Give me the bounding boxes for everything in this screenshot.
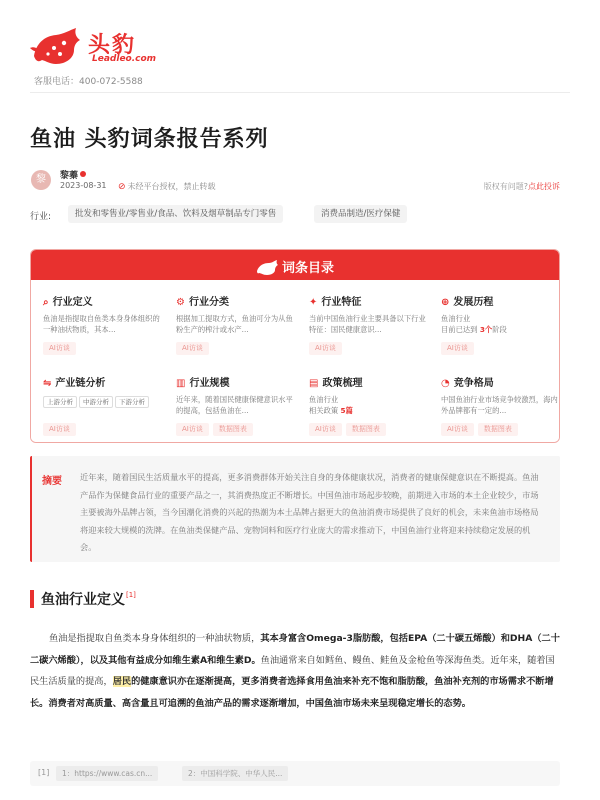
chain-subtags — [43, 389, 163, 416]
para-text: 鱼油是指提取自鱼类本身身体组织的一种油状物质， — [49, 633, 261, 644]
toc-item-features-title: 行业特征 — [321, 297, 362, 308]
downstream-tag[interactable]: 下游分析 — [115, 396, 149, 408]
upstream-tag[interactable]: 上游分析 — [43, 396, 77, 408]
copyright-notice-text: 未经平台授权，禁止转载 — [127, 182, 216, 191]
toc-desc-part: 鱼油行业 — [309, 395, 339, 404]
toc-item-scale[interactable] — [176, 374, 296, 436]
hierarchy-icon: ⚙ — [176, 297, 185, 308]
toc-item-desc: 鱼油是指提取自鱼类本身身体组织的一种油状物质，其本... — [43, 314, 160, 334]
highlighted-term[interactable]: 居民 — [112, 676, 132, 688]
toc-title — [31, 257, 559, 276]
toc-desc-part: 相关政策 — [309, 406, 339, 415]
brand-name-en: Leadleo.com — [92, 54, 157, 64]
abstract-box — [30, 456, 560, 562]
author-name[interactable]: 黎蓁 — [60, 171, 79, 181]
section-marker — [30, 590, 34, 608]
toc-item-title — [441, 374, 560, 389]
ai-interview-chip[interactable]: AI访谈 — [176, 423, 209, 436]
timeline-icon: ⊕ — [441, 297, 450, 308]
page-title: 鱼油 头豹词条报告系列 — [30, 127, 269, 152]
toc-item-title — [43, 374, 163, 389]
toc-item-desc: 当前中国鱼油行业主要具备以下行业特征：国民健康意识... — [309, 314, 426, 334]
toc-item-definition-title: 行业定义 — [52, 297, 93, 308]
midstream-tag[interactable]: 中游分析 — [79, 396, 113, 408]
definition-paragraph — [30, 628, 560, 714]
complaint-link[interactable]: 点此投诉 — [528, 182, 560, 191]
toc-title-text: 词条目录 — [281, 261, 334, 276]
features-icon: ✦ — [309, 297, 318, 308]
toc-item-desc: 中国鱼油行业市场竞争较激烈，海内外品牌都有一定的... — [441, 395, 558, 415]
ai-interview-chip[interactable]: AI访谈 — [176, 342, 209, 355]
abstract-label: 摘要 — [42, 476, 62, 487]
avatar[interactable]: 黎 — [31, 170, 51, 190]
publish-date: 2023-08-31 — [60, 181, 107, 190]
header-divider — [30, 92, 570, 93]
toc-header — [31, 250, 559, 280]
brand-name-cn: 头豹 — [88, 33, 137, 58]
para-text: 鱼油通常来自如鳕鱼、鳗鱼、鲑鱼及金枪鱼等深海鱼类。近年来，随着国民生活质量的提高， — [30, 654, 555, 688]
toc-item-competition-title: 竞争格局 — [453, 378, 494, 389]
reference-link[interactable]: 2：中国科学院、中华人民... — [182, 766, 288, 781]
data-chart-chip[interactable]: 数据图表 — [478, 423, 518, 436]
copyright-question: 版权有问题? — [483, 182, 528, 191]
hotline-number: 400-072-5588 — [79, 77, 143, 87]
toc-item-competition[interactable] — [441, 374, 560, 436]
ai-interview-chip[interactable]: AI访谈 — [43, 342, 76, 355]
toc-item-chain[interactable] — [43, 374, 163, 436]
hotline — [34, 74, 143, 87]
toc-item-scale-title: 行业规模 — [189, 378, 230, 389]
toc-item-classification[interactable] — [176, 293, 296, 355]
toc-item-history[interactable] — [441, 293, 560, 355]
stage-count: 3个 — [479, 325, 493, 334]
ai-interview-chip[interactable]: AI访谈 — [309, 423, 342, 436]
toc-desc-part: 阶段 — [492, 325, 507, 334]
leopard-logo-icon — [30, 26, 82, 66]
verified-badge-icon — [80, 171, 86, 177]
document-icon: ▤ — [309, 378, 319, 389]
toc-item-desc — [441, 313, 560, 335]
toc-item-desc: 近年来，随着国民健康保健意识水平的提高，包括鱼油在... — [176, 395, 293, 415]
reference-index: [1] — [38, 768, 50, 777]
copyright-notice — [118, 181, 216, 192]
no-entry-icon: ⊘ — [118, 182, 126, 192]
pie-chart-icon: ◔ — [441, 378, 450, 389]
bar-chart-icon: ▥ — [176, 378, 186, 389]
toc-item-classification-title: 行业分类 — [188, 297, 229, 308]
toc-item-policy-title: 政策梳理 — [322, 378, 363, 389]
ai-interview-chip[interactable]: AI访谈 — [441, 423, 474, 436]
ai-interview-chip[interactable]: AI访谈 — [43, 423, 76, 436]
ai-interview-chip[interactable]: AI访谈 — [441, 342, 474, 355]
reference-link[interactable]: 1：https://www.cas.cn... — [56, 766, 158, 781]
toc-item-title — [441, 293, 560, 308]
references-bar — [30, 761, 560, 786]
toc-item-features[interactable] — [309, 293, 429, 355]
toc-item-desc — [309, 394, 429, 416]
policy-count: 5篇 — [340, 406, 353, 415]
toc-item-definition[interactable] — [43, 293, 163, 355]
toc-item-history-title: 发展历程 — [453, 297, 494, 308]
search-icon: ⌕ — [43, 297, 49, 308]
toc-grid — [31, 288, 559, 442]
hotline-label: 客服电话： — [34, 77, 80, 87]
industry-tag[interactable]: 消费品制造/医疗保健 — [314, 205, 407, 223]
toc-panel — [30, 249, 560, 443]
toc-item-chain-title: 产业链分析 — [55, 378, 106, 389]
brand-logo[interactable] — [30, 24, 160, 68]
chain-icon: ⇋ — [43, 378, 52, 389]
industry-tag[interactable]: 批发和零售业/零售业/食品、饮料及烟草制品专门零售 — [68, 205, 283, 223]
leopard-icon — [256, 259, 278, 275]
toc-item-title — [309, 374, 429, 389]
toc-item-title — [176, 374, 296, 389]
section-title-text: 鱼油行业定义 — [41, 592, 125, 608]
industry-label: 行业: — [30, 212, 52, 222]
para-bold: 的健康意识亦在逐渐提高，更多消费者选择食用鱼油来补充不饱和脂肪酸，鱼油补充剂的市场需求不断增长。消费者对高质量、高含量且可追溯的鱼油产品的需求逐渐增加，中国鱼油市场未来呈现稳定增长的态势。 — [30, 676, 554, 709]
toc-desc-part: 鱼油行业 — [441, 314, 471, 323]
toc-desc-part: 目前已达到 — [441, 325, 478, 334]
para-bold: 其本身富含Omega-3脂肪酸，包括EPA（二十碳五烯酸）和DHA（二十二碳六烯酸），以及其他有益成分如维生素A和维生素D。 — [30, 633, 560, 666]
author-row — [60, 168, 86, 181]
toc-item-title — [176, 293, 296, 308]
toc-item-title — [309, 293, 429, 308]
toc-item-policy[interactable] — [309, 374, 429, 436]
ai-interview-chip[interactable]: AI访谈 — [309, 342, 342, 355]
toc-item-desc: 根据加工提取方式，鱼油可分为从鱼粉生产的榨汁或水产... — [176, 314, 293, 334]
complaint-row — [484, 181, 560, 192]
section-title — [41, 589, 136, 609]
data-chart-chip[interactable]: 数据图表 — [213, 423, 253, 436]
toc-item-title — [43, 293, 163, 308]
data-chart-chip[interactable]: 数据图表 — [346, 423, 386, 436]
reference-mark[interactable]: [1] — [126, 591, 136, 599]
abstract-text: 近年来，随着国民生活质量水平的提高，更多消费群体开始关注自身的身体健康状况，消费者的健康保健意识在不断提高。鱼油产品作为保健食品行业的重要产品之一，其消费热度正不断增长。中国鱼油市场起步较晚，前期进入市场的本土企业较少，市场主要被海外品牌占领，当今国潮化消费的兴起的热潮为本土品牌占据更大的鱼油消费市场提供了良好的机会，未来鱼油市场格局将迎来较大规模的洗牌。在鱼油类保健产品、宠物饲料和医疗行业庞大的需求推动下，中国鱼油行业将迎来持续稳定发展的机会。 — [80, 472, 539, 552]
